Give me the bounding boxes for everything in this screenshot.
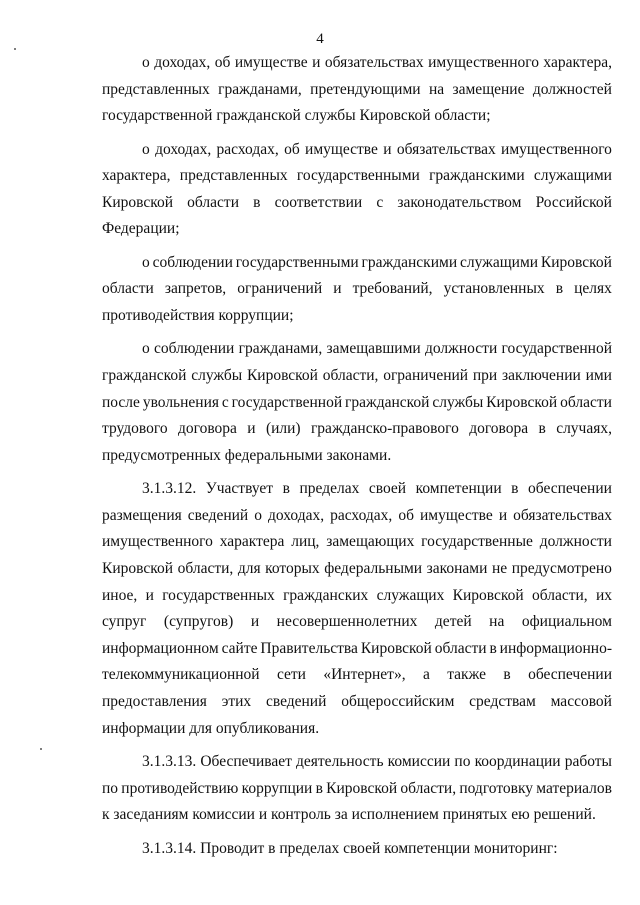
word: доходах, [155, 140, 212, 158]
word: о [142, 340, 150, 358]
word: случаях, [556, 420, 612, 438]
word: области, [177, 560, 234, 577]
word: детей [434, 613, 472, 631]
word: в [503, 666, 511, 684]
word: должностей [532, 80, 612, 98]
word: Участвует [205, 480, 274, 498]
word: лиц, [291, 533, 320, 551]
word: размещения [102, 506, 182, 524]
word: с [376, 193, 384, 211]
word: предоставления [102, 693, 207, 710]
word: служащими [533, 167, 612, 185]
word: обязательствах [513, 506, 612, 524]
word: коррупции [241, 779, 313, 797]
text-line [102, 778, 612, 800]
word: гражданами, [238, 340, 323, 358]
word: государственные [421, 533, 533, 551]
word: характера, [543, 54, 612, 71]
word: 3.1.3.12. [142, 480, 197, 498]
word: гражданско-правового [310, 420, 459, 438]
word: договора [469, 420, 529, 438]
word: о [142, 253, 150, 271]
word: государственной [501, 340, 612, 358]
word: гражданскими [429, 167, 525, 185]
word: информационно- [499, 639, 612, 657]
word: имуществе [419, 506, 493, 524]
word: службы [432, 393, 484, 411]
word: общероссийским [341, 693, 455, 710]
word: гражданскими [361, 253, 458, 271]
word: запретов, [164, 280, 227, 298]
scan-speck [14, 48, 16, 50]
word: «Интернет», [323, 666, 406, 684]
word: ограничений [383, 367, 469, 384]
word: обеспечении [528, 480, 612, 498]
word: подготовку [459, 779, 534, 797]
word: государственных [162, 586, 275, 604]
word: официальном [521, 613, 612, 631]
text-line: к заседаниям комиссии и контроль за исполнением принятых ею решений. [102, 806, 596, 824]
word: законами [426, 560, 488, 577]
word: службы [191, 367, 243, 384]
text-line [102, 79, 612, 101]
word: которых [265, 560, 320, 577]
word: работы [564, 753, 612, 770]
word: служащих [376, 586, 445, 604]
word: и [498, 506, 508, 524]
word: Кировской [540, 253, 612, 271]
word: Кировской [102, 560, 174, 577]
word: расходах, [330, 506, 393, 524]
word: этих [221, 693, 252, 710]
word: предусмотрено [511, 560, 612, 577]
word: области [434, 639, 487, 657]
text-line: Федерации; [102, 220, 180, 238]
word: в [511, 480, 519, 498]
word: ими [585, 367, 612, 384]
text-line [142, 478, 612, 500]
word: соблюдении [152, 253, 233, 271]
word: представленных [179, 167, 288, 185]
word: комиссии [387, 753, 451, 770]
word: имущественного [501, 140, 612, 158]
word: ограничений [237, 280, 323, 298]
word: на [428, 80, 445, 98]
word: сведений [187, 506, 249, 524]
word: трудового [102, 420, 168, 438]
word: и [312, 54, 321, 71]
word: Кировской [326, 779, 398, 797]
word: области, [531, 586, 588, 604]
text-line [102, 392, 612, 414]
word: соблюдении [154, 340, 235, 358]
word: о [254, 506, 262, 524]
word: своей [368, 480, 407, 498]
word: государственными [296, 167, 420, 185]
word: гражданской [102, 367, 187, 384]
text-line [142, 139, 612, 161]
text-line [102, 611, 612, 633]
word: законодательством [397, 193, 522, 211]
text-line [102, 691, 612, 713]
word: гражданских [283, 586, 369, 604]
word: телекоммуникационной [102, 666, 260, 684]
word: сайте [221, 639, 258, 657]
word: (или) [265, 420, 301, 438]
word: представленных [102, 80, 210, 98]
word: Кировской [360, 639, 432, 657]
word: в [555, 280, 564, 298]
word: характера, [102, 167, 171, 185]
word: с [221, 393, 229, 411]
text-line [102, 365, 612, 387]
word: после [102, 393, 140, 411]
word: иное, [102, 586, 138, 604]
word: требований, [352, 280, 433, 298]
word: сведений [265, 693, 327, 710]
word: обеспечении [528, 666, 612, 684]
word: замещающих [326, 533, 415, 551]
word: служащими [459, 253, 539, 271]
word: установленных [443, 280, 545, 298]
word: имуществе [305, 140, 378, 158]
word: договора [177, 420, 237, 438]
word: в [282, 480, 290, 498]
word: по [454, 753, 471, 770]
word: претендующими [310, 80, 421, 98]
word: также [447, 666, 486, 684]
text-line [102, 664, 612, 686]
text-line: противодействия коррупции; [102, 307, 294, 324]
word: должности [539, 533, 612, 551]
word: материалов [536, 779, 612, 797]
word: и [250, 613, 260, 631]
word: несовершеннолетних [276, 613, 418, 631]
word: об [284, 140, 300, 158]
word: в [489, 639, 497, 657]
word: об [214, 54, 231, 71]
text-line: информации для опубликования. [102, 719, 320, 737]
word: имущественного [428, 54, 539, 71]
word: гражданами, [218, 80, 302, 98]
word: Кировской [452, 586, 524, 604]
word: супруг [102, 613, 147, 631]
word: в [315, 779, 323, 797]
text-line [102, 505, 612, 527]
word: не [491, 560, 508, 577]
word: противодействию [121, 779, 239, 797]
word: государственными [235, 253, 359, 271]
text-line [102, 278, 612, 300]
word: обязательствах [396, 140, 496, 158]
text-line [142, 338, 612, 360]
word: доходах, [268, 506, 325, 524]
word: Российской [535, 193, 612, 211]
word: о [142, 54, 150, 71]
word: средствам [469, 693, 536, 710]
text-line [142, 751, 612, 773]
word: области [102, 280, 154, 298]
word: Правительства [260, 639, 358, 657]
text-line: 3.1.3.14. Проводит в пределах своей компетенции мониторинг: [142, 839, 558, 857]
text-line [142, 52, 612, 74]
word: об [398, 506, 414, 524]
word: массовой [550, 693, 612, 710]
text-line [102, 558, 612, 580]
page-number: 4 [316, 31, 324, 47]
word: и [247, 420, 256, 438]
word: Кировской [246, 367, 318, 384]
word: области [187, 193, 239, 211]
word: области, [322, 367, 379, 384]
word: замещавшими [326, 340, 421, 358]
word: области [560, 393, 612, 411]
text-line: предусмотренных федеральными законами. [102, 446, 392, 464]
word: увольнения [142, 393, 220, 411]
word: по [102, 779, 119, 797]
word: Обеспечивает [200, 753, 292, 770]
word: Кировской [486, 393, 558, 411]
word: соответствии [274, 193, 363, 211]
text-line [102, 638, 612, 660]
text-line [102, 531, 612, 553]
word: области, [400, 779, 457, 797]
word: замещение [452, 80, 525, 98]
word: координации [474, 753, 561, 770]
word: 3.1.3.13. [142, 753, 197, 770]
word: расходах, [216, 140, 279, 158]
word: доходах, [154, 54, 211, 71]
word: а [422, 666, 430, 684]
word: и [333, 280, 342, 298]
word: (супругов) [163, 613, 234, 631]
word: в [538, 420, 546, 438]
word: пределах [299, 480, 360, 498]
word: для [237, 560, 261, 577]
word: на [489, 613, 505, 631]
text-line [102, 165, 612, 187]
word: федеральными [324, 560, 423, 577]
text-line [142, 252, 612, 274]
word: информационном [102, 639, 219, 657]
text-line: государственной гражданской службы Кировской области; [102, 107, 491, 125]
word: о [142, 140, 150, 158]
word: при [472, 367, 498, 384]
word: государственной [231, 393, 343, 411]
text-line [102, 192, 612, 214]
word: имущественного [102, 533, 213, 551]
word: заключении [501, 367, 581, 384]
word: и [383, 140, 392, 158]
word: имуществе [234, 54, 308, 71]
word: компетенции [415, 480, 502, 498]
word: и [145, 586, 154, 604]
word: обязательствах [324, 54, 424, 71]
word: целях [574, 280, 612, 298]
word: характера [219, 533, 285, 551]
word: гражданской [345, 393, 430, 411]
word: в [253, 193, 261, 211]
word: сети [276, 666, 306, 684]
text-line [102, 418, 612, 440]
word: деятельность [296, 753, 384, 770]
text-line [102, 585, 612, 607]
word: Кировской [102, 193, 174, 211]
word: должности [424, 340, 498, 358]
word: их [595, 586, 612, 604]
scan-speck [40, 748, 42, 750]
